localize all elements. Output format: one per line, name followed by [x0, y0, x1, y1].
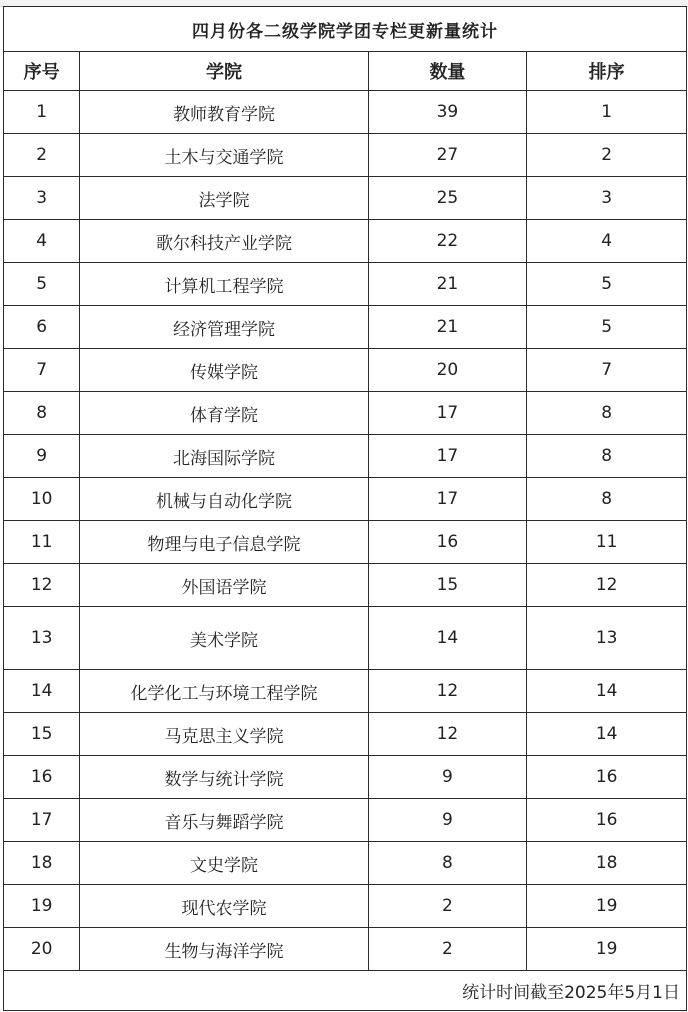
- cell-count: 2: [368, 928, 527, 971]
- cell-count: 17: [368, 478, 527, 521]
- table-row: [4, 756, 687, 799]
- cell-college: 美术学院: [80, 607, 368, 670]
- table-row: [4, 91, 687, 134]
- cell-rank: 12: [527, 564, 687, 607]
- cell-college: 外国语学院: [80, 564, 368, 607]
- cell-college: 土木与交通学院: [80, 134, 368, 177]
- cell-no: 10: [4, 478, 80, 521]
- cell-college: 物理与电子信息学院: [80, 521, 368, 564]
- cell-no: 12: [4, 564, 80, 607]
- cell-rank: 14: [527, 670, 687, 713]
- cell-no: 6: [4, 306, 80, 349]
- table-title: 四月份各二级学院学团专栏更新量统计: [4, 7, 687, 52]
- cell-college: 歌尔科技产业学院: [80, 220, 368, 263]
- cell-college: 音乐与舞蹈学院: [80, 799, 368, 842]
- cell-college: 数学与统计学院: [80, 756, 368, 799]
- cell-rank: 8: [527, 392, 687, 435]
- cell-count: 8: [368, 842, 527, 885]
- table-row: [4, 713, 687, 756]
- cell-college: 机械与自动化学院: [80, 478, 368, 521]
- cell-college: 教师教育学院: [80, 91, 368, 134]
- cell-count: 22: [368, 220, 527, 263]
- cell-no: 2: [4, 134, 80, 177]
- cell-college: 计算机工程学院: [80, 263, 368, 306]
- cell-college: 体育学院: [80, 392, 368, 435]
- stats-table: [3, 6, 687, 1011]
- cell-count: 27: [368, 134, 527, 177]
- cell-college: 文史学院: [80, 842, 368, 885]
- cell-college: 经济管理学院: [80, 306, 368, 349]
- cell-rank: 14: [527, 713, 687, 756]
- cell-count: 12: [368, 713, 527, 756]
- header-no: 序号: [4, 52, 80, 91]
- cell-no: 17: [4, 799, 80, 842]
- cell-count: 25: [368, 177, 527, 220]
- table-row: [4, 220, 687, 263]
- cell-rank: 19: [527, 885, 687, 928]
- title-row: [4, 7, 687, 52]
- cell-rank: 16: [527, 756, 687, 799]
- cell-rank: 16: [527, 799, 687, 842]
- cell-college: 化学化工与环境工程学院: [80, 670, 368, 713]
- cell-count: 20: [368, 349, 527, 392]
- cell-no: 1: [4, 91, 80, 134]
- table-row: [4, 263, 687, 306]
- cell-count: 17: [368, 435, 527, 478]
- table-row: [4, 564, 687, 607]
- table-row: [4, 435, 687, 478]
- table-row: [4, 177, 687, 220]
- table-row: [4, 885, 687, 928]
- cell-no: 14: [4, 670, 80, 713]
- cell-rank: 5: [527, 306, 687, 349]
- cell-no: 4: [4, 220, 80, 263]
- table-row: [4, 607, 687, 670]
- cell-no: 13: [4, 607, 80, 670]
- cell-rank: 11: [527, 521, 687, 564]
- cell-rank: 4: [527, 220, 687, 263]
- cell-rank: 1: [527, 91, 687, 134]
- cell-no: 3: [4, 177, 80, 220]
- table-row: [4, 134, 687, 177]
- cell-count: 12: [368, 670, 527, 713]
- table-row: [4, 392, 687, 435]
- cell-rank: 13: [527, 607, 687, 670]
- cell-no: 7: [4, 349, 80, 392]
- cell-rank: 8: [527, 435, 687, 478]
- cell-no: 11: [4, 521, 80, 564]
- table-row: [4, 349, 687, 392]
- cell-college: 传媒学院: [80, 349, 368, 392]
- cell-count: 21: [368, 306, 527, 349]
- cell-rank: 3: [527, 177, 687, 220]
- cell-rank: 2: [527, 134, 687, 177]
- cell-count: 16: [368, 521, 527, 564]
- footer-note: 统计时间截至2025年5月1日: [4, 971, 687, 1011]
- table-row: [4, 306, 687, 349]
- table-row: [4, 521, 687, 564]
- cell-no: 15: [4, 713, 80, 756]
- cell-no: 16: [4, 756, 80, 799]
- cell-rank: 19: [527, 928, 687, 971]
- cell-college: 马克思主义学院: [80, 713, 368, 756]
- header-college: 学院: [80, 52, 368, 91]
- cell-count: 15: [368, 564, 527, 607]
- cell-rank: 18: [527, 842, 687, 885]
- cell-no: 19: [4, 885, 80, 928]
- table-row: [4, 928, 687, 971]
- cell-count: 21: [368, 263, 527, 306]
- table-row: [4, 799, 687, 842]
- header-count: 数量: [368, 52, 527, 91]
- table-row: [4, 670, 687, 713]
- cell-college: 现代农学院: [80, 885, 368, 928]
- header-row: [4, 52, 687, 91]
- cell-no: 9: [4, 435, 80, 478]
- cell-college: 法学院: [80, 177, 368, 220]
- cell-count: 17: [368, 392, 527, 435]
- cell-no: 8: [4, 392, 80, 435]
- table-row: [4, 478, 687, 521]
- cell-no: 18: [4, 842, 80, 885]
- cell-rank: 5: [527, 263, 687, 306]
- cell-count: 2: [368, 885, 527, 928]
- cell-count: 9: [368, 799, 527, 842]
- cell-no: 20: [4, 928, 80, 971]
- header-rank: 排序: [527, 52, 687, 91]
- cell-rank: 8: [527, 478, 687, 521]
- cell-count: 9: [368, 756, 527, 799]
- cell-no: 5: [4, 263, 80, 306]
- table-row: [4, 842, 687, 885]
- cell-count: 39: [368, 91, 527, 134]
- cell-college: 生物与海洋学院: [80, 928, 368, 971]
- cell-count: 14: [368, 607, 527, 670]
- footer-row: [4, 971, 687, 1011]
- cell-college: 北海国际学院: [80, 435, 368, 478]
- cell-rank: 7: [527, 349, 687, 392]
